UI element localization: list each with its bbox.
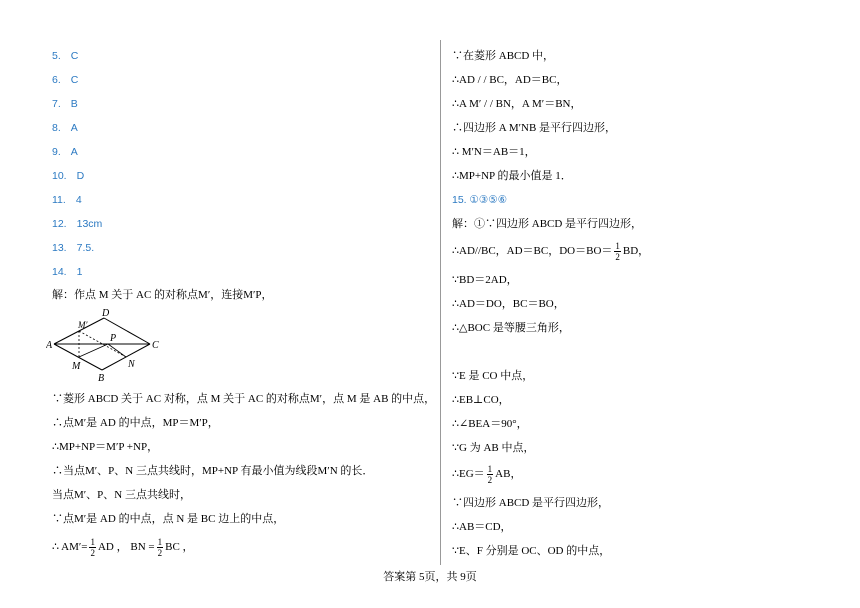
text-line: ∵E、F 分别是 OC、OD 的中点，	[452, 545, 611, 557]
text-line: ∵G 为 AB 中点，	[452, 442, 535, 454]
text-line: ∴四边形 A M′NB 是平行四边形，	[452, 122, 617, 134]
answer-12: 12. 13cm	[52, 218, 103, 230]
answer-5: 5. C	[52, 50, 79, 62]
answer-15: 15. ①③⑤⑥	[452, 194, 508, 206]
answer-9: 9. A	[52, 146, 78, 158]
page-footer: 答案第 5页，共 9页	[383, 571, 477, 583]
fraction-line	[452, 240, 649, 262]
solution-intro: 解：作点 M 关于 AC 的对称点M′，连接M′P，	[52, 289, 273, 301]
fraction-half: $\frac{1}{2}$	[615, 240, 620, 262]
text-line: ∴△BOC 是等腰三角形，	[452, 322, 570, 334]
text-line: ∴∠BEA＝90°，	[452, 418, 528, 430]
text-line: ∵在菱形 ABCD 中，	[452, 50, 555, 62]
text-line: ∴当点M′、P、N 三点共线时，MP+NP 有最小值为线段M′N 的长．	[52, 465, 374, 477]
segment-mp	[79, 344, 108, 357]
right-column	[441, 0, 860, 600]
text-line: 解：①∵四边形 ABCD 是平行四边形，	[452, 218, 643, 230]
text-line: ∴A M′ / / BN，A M′＝BN，	[452, 98, 582, 110]
fraction-line	[452, 463, 521, 485]
answer-8: 8. A	[52, 122, 78, 134]
text-span: BD，	[622, 245, 650, 257]
text-span: ∴EG＝	[452, 468, 485, 480]
text-line: ∴AD / / BC，AD＝BC，	[452, 74, 568, 86]
label-d: D	[102, 308, 110, 319]
answer-10: 10. D	[52, 170, 85, 182]
text-line: ∵四边形 ABCD 是平行四边形，	[452, 497, 610, 509]
label-n: N	[128, 359, 135, 370]
bc-label: BC ，	[165, 541, 194, 553]
am-prime-label: ∴ AM′=	[52, 541, 88, 553]
answer-13: 13. 7.5.	[52, 242, 95, 254]
fraction-half: $\frac{1}{2}$	[487, 463, 493, 485]
label-m: M	[72, 361, 81, 372]
answer-14: 14. 1	[52, 266, 83, 278]
text-line: ∴点M′是 AD 的中点，MP＝M′P，	[52, 417, 219, 429]
text-line: ∵E 是 CO 中点，	[452, 370, 534, 382]
rhombus-diagram	[46, 306, 176, 384]
text-span: AB，	[495, 468, 522, 480]
text-line: ∵BD＝2AD，	[452, 274, 518, 286]
fraction-line	[52, 536, 194, 558]
label-c: C	[152, 340, 159, 351]
text-line: ∴MP+NP＝M′P +NP，	[52, 441, 159, 453]
answer-7: 7. B	[52, 98, 78, 110]
text-line: ∵菱形 ABCD 关于 AC 对称，点 M 关于 AC 的对称点M′，点 M 是 AB 的中点，	[52, 393, 436, 405]
text-line: ∴MP+NP 的最小值是 1．	[452, 170, 572, 182]
text-line: ∴EB⊥CO，	[452, 394, 510, 406]
label-m-prime: M′	[78, 320, 88, 330]
text-line: ∴ M′N＝AB＝1，	[452, 146, 536, 158]
answer-11: 11. 4	[52, 194, 82, 206]
text-line: ∵点M′是 AD 的中点，点 N 是 BC 边上的中点，	[52, 513, 285, 525]
answer-6: 6. C	[52, 74, 79, 86]
text-span: ∴AD//BC，AD＝BC，DO＝BO＝	[452, 245, 613, 257]
text-line: 当点M′、P、N 三点共线时，	[52, 489, 191, 501]
label-p: P	[110, 333, 117, 344]
text-line: ∴AD＝DO，BC＝BO，	[452, 298, 565, 310]
label-a: A	[46, 340, 53, 351]
segment-pn	[108, 344, 126, 357]
fraction-half: $\frac{1}{2}$	[90, 536, 95, 558]
label-b: B	[98, 373, 105, 384]
text-line: ∴AB＝CD，	[452, 521, 512, 533]
fraction-half: $\frac{1}{2}$	[157, 536, 163, 558]
bn-label: AD ， BN =	[97, 541, 155, 553]
